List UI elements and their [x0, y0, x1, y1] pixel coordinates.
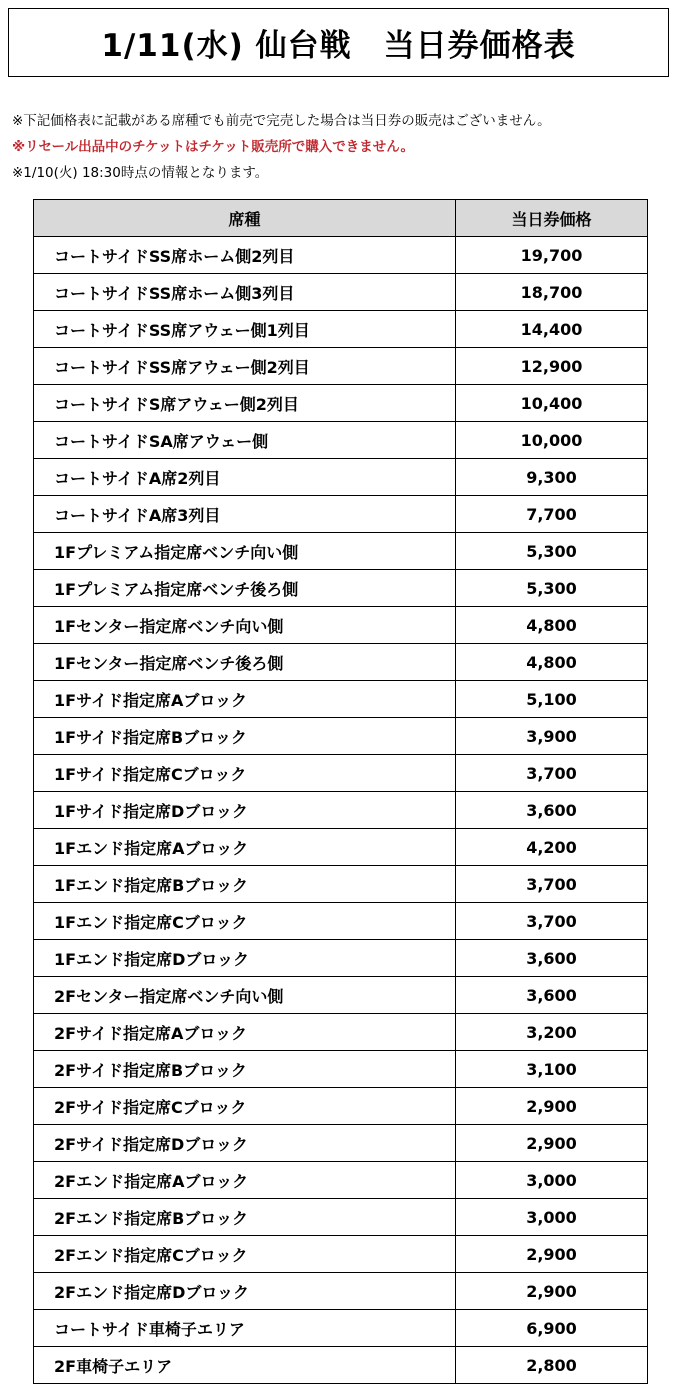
seat-type-cell: 2F車椅子エリア: [34, 1347, 456, 1384]
price-cell: 10,400: [456, 385, 648, 422]
table-row: [34, 792, 648, 829]
table-row: [34, 644, 648, 681]
header-price: 当日券価格: [456, 200, 648, 237]
price-cell: 2,900: [456, 1273, 648, 1310]
seat-type-cell: 1Fサイド指定席Bブロック: [34, 718, 456, 755]
table-row: [34, 459, 648, 496]
price-cell: 5,300: [456, 570, 648, 607]
page-title: 1/11(水) 仙台戦 当日券価格表: [101, 28, 576, 64]
table-row: [34, 1310, 648, 1347]
seat-type-cell: 1Fエンド指定席Cブロック: [34, 903, 456, 940]
price-cell: 3,900: [456, 718, 648, 755]
seat-type-cell: 2Fセンター指定席ベンチ向い側: [34, 977, 456, 1014]
seat-type-cell: 1Fエンド指定席Aブロック: [34, 829, 456, 866]
price-cell: 14,400: [456, 311, 648, 348]
price-cell: 6,900: [456, 1310, 648, 1347]
seat-type-cell: コートサイドSA席アウェー側: [34, 422, 456, 459]
seat-type-cell: コートサイド車椅子エリア: [34, 1310, 456, 1347]
table-row: [34, 274, 648, 311]
price-cell: 3,600: [456, 977, 648, 1014]
price-table-body: [34, 237, 648, 1384]
table-row: [34, 940, 648, 977]
price-cell: 3,700: [456, 903, 648, 940]
seat-type-cell: 2Fサイド指定席Dブロック: [34, 1125, 456, 1162]
seat-type-cell: コートサイドSS席アウェー側2列目: [34, 348, 456, 385]
price-cell: 2,800: [456, 1347, 648, 1384]
price-cell: 19,700: [456, 237, 648, 274]
table-row: [34, 1014, 648, 1051]
seat-type-cell: 2Fエンド指定席Cブロック: [34, 1236, 456, 1273]
note-resale-warning: ※リセール出品中のチケットはチケット販売所で購入できません。: [12, 139, 415, 155]
price-cell: 9,300: [456, 459, 648, 496]
note-sold-out: ※下記価格表に記載がある席種でも前売で完売した場合は当日券の販売はございません。: [12, 113, 551, 129]
notes-section: [12, 108, 672, 186]
table-row: [34, 533, 648, 570]
seat-type-cell: 1Fサイド指定席Cブロック: [34, 755, 456, 792]
price-cell: 3,700: [456, 755, 648, 792]
price-cell: 2,900: [456, 1236, 648, 1273]
seat-type-cell: 1Fサイド指定席Dブロック: [34, 792, 456, 829]
table-row: [34, 1162, 648, 1199]
price-cell: 3,000: [456, 1162, 648, 1199]
seat-type-cell: 1Fプレミアム指定席ベンチ向い側: [34, 533, 456, 570]
price-cell: 4,800: [456, 644, 648, 681]
seat-type-cell: 2Fサイド指定席Cブロック: [34, 1088, 456, 1125]
table-row: [34, 496, 648, 533]
table-row: [34, 237, 648, 274]
price-cell: 3,700: [456, 866, 648, 903]
table-row: [34, 1347, 648, 1384]
page-title-box: [8, 8, 669, 77]
table-row: [34, 977, 648, 1014]
seat-type-cell: コートサイドSS席ホーム側2列目: [34, 237, 456, 274]
table-header-row: [34, 200, 648, 237]
seat-type-cell: 2Fサイド指定席Aブロック: [34, 1014, 456, 1051]
table-row: [34, 607, 648, 644]
table-row: [34, 829, 648, 866]
price-table: [33, 199, 648, 1384]
price-cell: 2,900: [456, 1088, 648, 1125]
table-row: [34, 866, 648, 903]
price-cell: 4,800: [456, 607, 648, 644]
seat-type-cell: 2Fエンド指定席Dブロック: [34, 1273, 456, 1310]
table-row: [34, 681, 648, 718]
seat-type-cell: 1Fエンド指定席Bブロック: [34, 866, 456, 903]
table-row: [34, 570, 648, 607]
price-cell: 7,700: [456, 496, 648, 533]
price-cell: 3,600: [456, 940, 648, 977]
seat-type-cell: 2Fサイド指定席Bブロック: [34, 1051, 456, 1088]
seat-type-cell: コートサイドS席アウェー側2列目: [34, 385, 456, 422]
seat-type-cell: コートサイドA席2列目: [34, 459, 456, 496]
table-row: [34, 1199, 648, 1236]
price-cell: 12,900: [456, 348, 648, 385]
table-row: [34, 348, 648, 385]
table-row: [34, 311, 648, 348]
header-seat-type: 席種: [34, 200, 456, 237]
seat-type-cell: 1Fセンター指定席ベンチ後ろ側: [34, 644, 456, 681]
seat-type-cell: 1Fサイド指定席Aブロック: [34, 681, 456, 718]
seat-type-cell: 2Fエンド指定席Aブロック: [34, 1162, 456, 1199]
price-cell: 5,100: [456, 681, 648, 718]
seat-type-cell: コートサイドSS席アウェー側1列目: [34, 311, 456, 348]
seat-type-cell: 2Fエンド指定席Bブロック: [34, 1199, 456, 1236]
price-cell: 2,900: [456, 1125, 648, 1162]
price-cell: 5,300: [456, 533, 648, 570]
seat-type-cell: 1Fエンド指定席Dブロック: [34, 940, 456, 977]
price-cell: 3,000: [456, 1199, 648, 1236]
note-info-timestamp: ※1/10(火) 18:30時点の情報となります。: [12, 165, 269, 181]
table-row: [34, 1051, 648, 1088]
table-row: [34, 903, 648, 940]
price-cell: 18,700: [456, 274, 648, 311]
price-cell: 3,100: [456, 1051, 648, 1088]
price-cell: 4,200: [456, 829, 648, 866]
table-row: [34, 1088, 648, 1125]
seat-type-cell: コートサイドSS席ホーム側3列目: [34, 274, 456, 311]
price-cell: 3,200: [456, 1014, 648, 1051]
seat-type-cell: コートサイドA席3列目: [34, 496, 456, 533]
table-row: [34, 1273, 648, 1310]
table-row: [34, 718, 648, 755]
table-row: [34, 1236, 648, 1273]
price-cell: 3,600: [456, 792, 648, 829]
table-row: [34, 755, 648, 792]
table-row: [34, 1125, 648, 1162]
price-cell: 10,000: [456, 422, 648, 459]
seat-type-cell: 1Fセンター指定席ベンチ向い側: [34, 607, 456, 644]
seat-type-cell: 1Fプレミアム指定席ベンチ後ろ側: [34, 570, 456, 607]
table-row: [34, 385, 648, 422]
table-row: [34, 422, 648, 459]
